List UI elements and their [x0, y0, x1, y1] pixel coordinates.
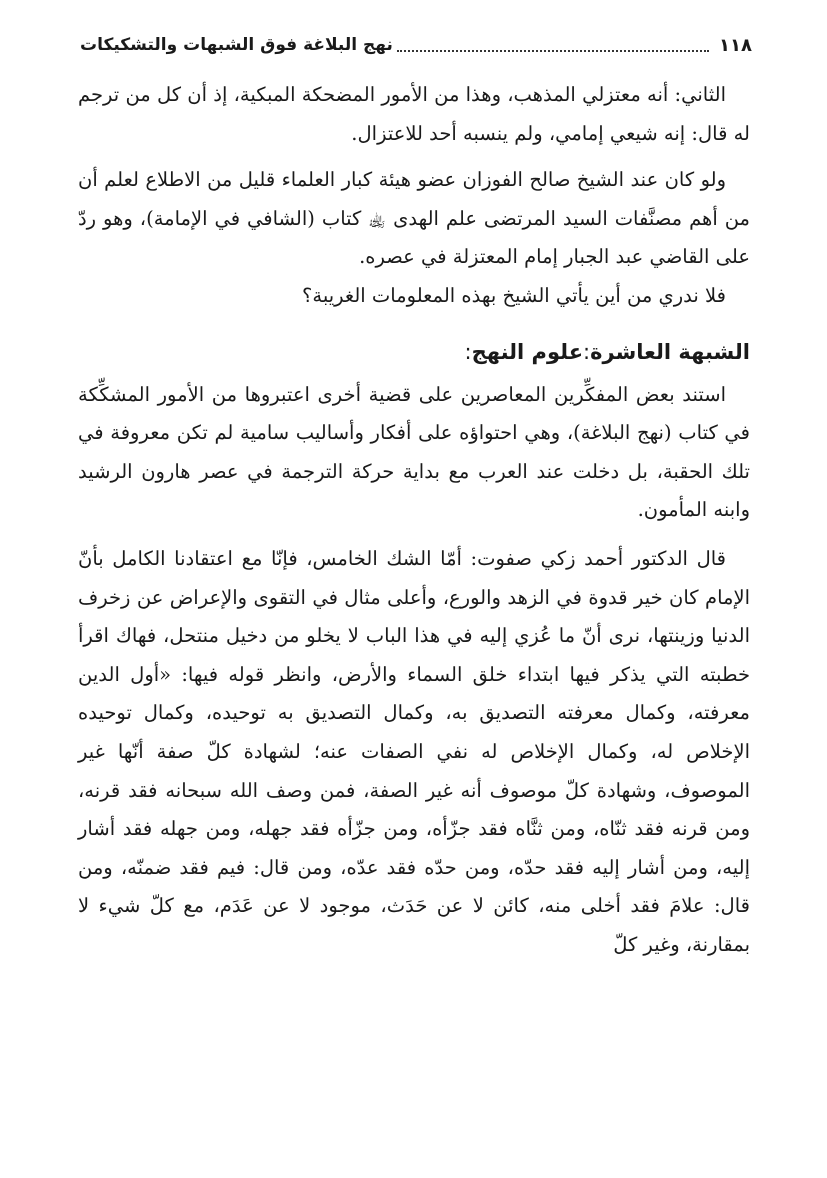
body-text	[78, 76, 750, 964]
running-title: نهج البلاغة فوق الشبهات والتشكيكات	[80, 35, 393, 55]
heading-title: الشبهة العاشرة	[590, 339, 750, 364]
page-number: ١١٨	[719, 34, 752, 56]
paragraph-3: فلا ندري من أين يأتي الشيخ بهذه المعلومات الغريبة؟	[302, 283, 726, 307]
running-header	[80, 30, 752, 60]
paragraph-2: ولو كان عند الشيخ صالح الفوزان عضو هيئة كبار العلماء قليل من الاطلاع لعلم أن من أهم مصنَّفات السيد المرتضى علم الهدى ﵀ كتاب (الشافي في الإمامة)، وهو ردّ على القاضي عبد الجبار إمام المعتزلة في عصره.	[78, 168, 750, 269]
paragraph-4: استند بعض المفكِّرين المعاصرين على قضية أخرى اعتبروها من الأمور المشكِّكة في كتاب (نهج البلاغة)، وهي احتواؤه على أفكار وأساليب سامية لم تكن معروفة في تلك الحقبة، بل دخلت عند العرب مع بداية حركة الترجمة في عصر هارون الرشيد وابنه المأمون.	[78, 382, 750, 522]
heading-subtitle: علوم النهج	[471, 339, 584, 364]
dotted-leader	[397, 50, 709, 52]
heading-trailing-colon: :	[464, 339, 472, 364]
paragraph-1: الثاني: أنه معتزلي المذهب، وهذا من الأمور المضحكة المبكية، إذ أن كل من ترجم له قال: إنه شيعي إمامي، ولم ينسبه أحد للاعتزال.	[78, 83, 750, 145]
heading-colon: :	[583, 339, 591, 364]
section-heading	[78, 334, 750, 370]
paragraph-5: قال الدكتور أحمد زكي صفوت: أمّا الشك الخامس، فإنّا مع اعتقادنا الكامل بأنّ الإمام كان خير قدوة في الزهد والورع، وأعلى مثال في التقوى والإعراض عن زخرف الدنيا وزينتها، نرى أنّ ما عُزي إليه في هذا الباب لا يخلو من دخيل منتحل، فهاك اقرأ خطبته التي يذكر فيها ابتداء خلق السماء والأرض، وانظر قوله فيها: «أول الدين معرفته، وكمال معرفته التصديق به، وكمال التصديق به توحيده، وكمال توحيده الإخلاص له، وكمال الإخلاص له نفي الصفات عنه؛ لشهادة كلّ صفة أنّها غير الموصوف، وشهادة كلّ موصوف أنه غير الصفة، فمن وصف الله سبحانه فقد قرنه، ومن قرنه فقد ثنّاه، ومن ثنَّاه فقد جزّأه، ومن جزّأه فقد جهله، ومن جهله فقد أشار إليه، ومن أشار إليه فقد حدّه، ومن حدّه فقد عدّه، ومن قال: فيم فقد ضمنّه، ومن قال: علامَ فقد أخلى منه، كائن لا عن حَدَث، موجود لا عن عَدَم، مع كلّ شيء لا بمقارنة، وغير كلّ	[78, 546, 750, 956]
